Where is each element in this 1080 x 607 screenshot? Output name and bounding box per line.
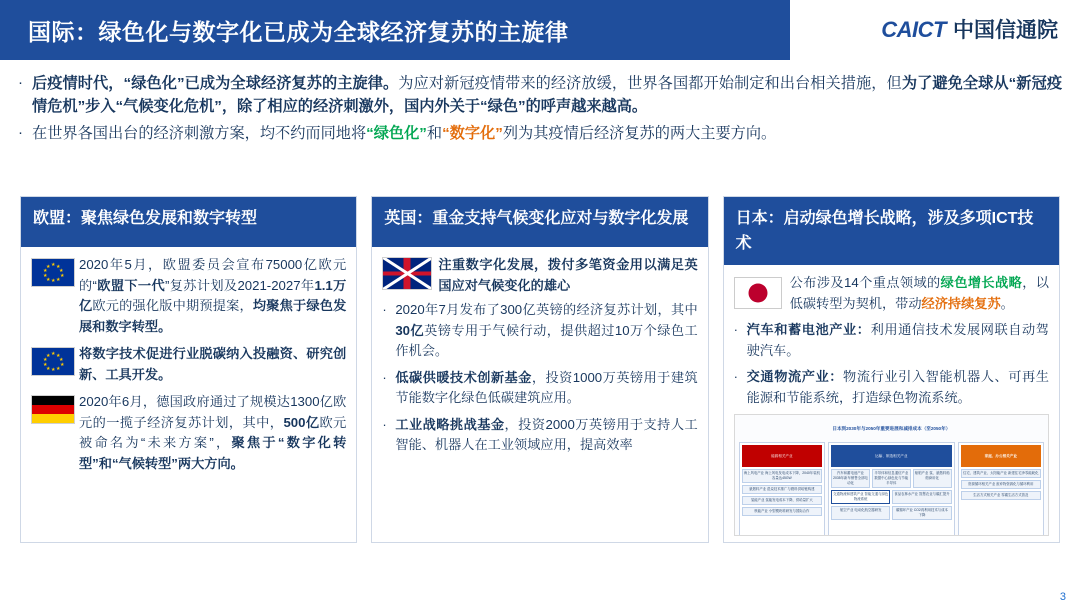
diagram-group-household [958,442,1044,537]
bullet-marker-icon: · [382,302,387,317]
text-segment: 1.1万亿 [79,277,347,313]
bullet-list [18,72,1062,149]
eu-flag-icon: ★ ★ ★ ★ ★ ★ ★ ★ ★ ★ [31,344,79,376]
diagram-box: 碳循环产业 CO2再利用技术与成本下降 [892,506,951,520]
diagram-box: 船舶产业 氢、氨燃料船舶商用化 [913,469,952,488]
jp-intro-text [790,273,1049,314]
page-title: 国际：绿色化与数字化已成为全球经济复苏的主旋律 [28,18,569,45]
column-jp [723,196,1060,543]
column-eu [20,196,357,543]
text-segment: 汽车和蓄电池产业： [746,322,871,337]
bullet-marker-icon: · [733,322,738,337]
diagram-box: 氢能产业 氢能发电成本下降，供给量扩大 [742,496,822,505]
column-eu-body [21,247,356,487]
text-segment: 英镑专用于气候行动，提供超过10万个绿色工作机会。 [395,322,698,358]
list-item-text [747,320,1049,361]
text-segment: 欧元的强化版中期预提案， [92,298,253,313]
list-item-text: 将数字技术促进行业脱碳纳入投融资、研究创新、工具开发。 [79,346,347,382]
diagram-title: 日本到2030年与2050年重要进展和减排成本（至2050年） [832,426,951,431]
brand-en-label: CAICT [881,17,946,42]
text-segment: ，投资2000万英镑用于支持人工智能、机器人在工业领域应用，提高效率 [395,416,698,452]
text-segment: ，投资1000万英镑用于建筑节能数字化绿色低碳建筑应用。 [395,369,698,405]
bullet-segment: 为应对新冠疫情带来的经济放缓，世界各国都开始制定和出台相关措施，但 [398,75,902,92]
text-segment: ，以低碳转型为契机，带动 [789,275,1049,311]
diagram-box: 资源循环相关产业 废弃物资源化与循环利用 [961,480,1041,489]
diagram-box: 汽车和蓄电池产业 2035年新车销售全部电动化 [831,469,870,488]
brand-area [790,0,1080,60]
bullet-item [18,72,1062,118]
list-item [382,300,697,362]
bullet-item [18,122,1062,145]
diagram-box: 航空产业 电动化航空器研发 [831,506,890,520]
bullet-marker-icon: · [733,369,738,384]
column-uk-body [372,247,707,468]
germany-flag-icon [31,392,79,424]
diagram-group-energy [739,442,825,537]
bullet-marker-icon: · [382,416,387,432]
list-item [734,320,1049,361]
list-item-text [395,368,697,409]
text-segment: 500亿 [283,414,320,430]
list-item-text [395,415,697,456]
diagram-box: 氨燃料产业 混烧技术推广与燃料供给链构建 [742,485,822,494]
diagram-group-transport [828,442,955,537]
text-segment: 物流行业引入智能机器人、可再生能源和节能系统，打造绿色物流系统。 [746,369,1049,405]
diagram-box: 半导体和信息通信产业 数据中心绿色化与节能半导体 [872,469,911,488]
content-columns [20,196,1060,543]
text-segment: 。 [1000,295,1014,311]
bullet-marker-icon: · [18,74,23,91]
green-growth-strategy-diagram [734,414,1049,536]
text-segment: 低碳供暖技术创新基金 [395,369,532,385]
bullet-text [32,72,1062,118]
uk-list [382,300,697,456]
list-item [31,344,346,385]
bullet-segment: 在世界各国出台的经济刺激方案，均不约而同地将 [32,125,367,142]
list-item [382,415,697,456]
brand-cn-label: 中国信通院 [953,19,1058,42]
text-segment: 聚焦于“数字化转型”和“气候转型”两大方向。 [79,435,347,471]
text-segment: 交通物流产业： [746,369,844,384]
uk-intro [382,255,697,296]
column-eu-title: 欧盟：聚焦绿色发展和数字转型 [21,197,356,247]
uk-intro-text: 注重数字化发展，拨付多笔资金用以满足英国应对气候变化的雄心 [438,257,698,293]
column-uk [371,196,708,543]
diagram-box: 住宅、建筑产业、太阳能产业 新建住宅净零能耗化 [961,469,1041,478]
page-number: 3 [1059,591,1066,603]
diagram-group-head: 家庭、办公相关产业 [961,445,1041,468]
text-segment: 2020年5月，欧盟委员会宣布75000亿欧元的“ [79,257,347,293]
text-segment-green: 绿色增长战略 [940,275,1023,290]
text-segment: 欧元被命名为“未来方案”， [79,414,347,450]
uk-flag-icon [382,255,438,290]
list-item-text [395,300,697,362]
bullet-segment: 和 [426,125,443,142]
list-item [734,367,1049,408]
list-item [31,392,346,474]
list-item [382,368,697,409]
jp-list [734,320,1049,408]
bullet-segment: 后疫情时代，“绿色化”已成为全球经济复苏的主旋律。 [32,75,399,92]
text-segment: 欧盟下一代 [96,277,166,293]
bullet-marker-icon: · [18,124,23,141]
diagram-box: 海上风电产业 海上风电发电成本下降，2040年装机容量达45GW [742,469,822,483]
brand-logo [881,14,1058,44]
japan-flag-icon [734,273,790,309]
diagram-box: 核能产业 小型模块堆研发与国际合作 [742,507,822,516]
bullet-marker-icon: · [382,369,387,385]
text-segment: 2020年7月发布了300亿英镑的经济复苏计划，其中 [395,302,698,317]
list-item-text [79,255,346,337]
diagram-box-highlighted: 交通物流和建筑产业 智能交通与绿色物流系统 [831,490,890,504]
diagram-group-head: 能源相关产业 [742,445,822,468]
column-jp-body [724,265,1059,542]
bullet-segment-orange: “数字化” [442,125,503,142]
text-segment-orange: 经济持续复苏 [921,295,1001,311]
bullet-segment: 列为其疫情后经济复苏的两大主要方向。 [502,125,777,142]
bullet-segment-green: “绿色化” [366,125,427,142]
list-item [31,255,346,337]
text-segment: 均聚焦于绿色发展和数字转型。 [79,298,347,334]
text-segment: 2020年6月，德国政府通过了规模达1300亿欧元的一揽子经济复苏计划，其中， [79,394,347,430]
text-segment: 利用通信技术发展网联自动驾驶汽车。 [746,322,1049,358]
column-jp-title: 日本：启动绿色增长战略，涉及多项ICT技术 [724,197,1059,265]
bullet-segment: 为了避免全球从“新冠疫情危机”步入“气候变化危机”，除了相应的经济刺激外，国内外关于“绿色”的呼声越来越高。 [32,75,1063,115]
list-item-text [79,392,346,474]
text-segment: 工业战略挑战基金 [395,416,505,432]
jp-intro [734,273,1049,314]
list-item-text [747,367,1049,408]
diagram-box: 生活方式相关产业 零碳生活方式普及 [961,491,1041,500]
bullet-text [32,122,776,145]
diagram-box: 食品农林水产业 智慧农业与碳汇提升 [892,490,951,504]
text-segment: 公布涉及14个重点领域的 [789,275,941,290]
column-uk-title: 英国：重金支持气候变化应对与数字化发展 [372,197,707,247]
diagram-group-head: 运输、制造相关产业 [831,445,952,468]
eu-flag-icon: ★ ★ ★ ★ ★ ★ ★ ★ ★ ★ [31,255,79,287]
text-segment: 30亿 [395,322,425,338]
text-segment: ”复苏计划及2021-2027年 [165,277,315,293]
